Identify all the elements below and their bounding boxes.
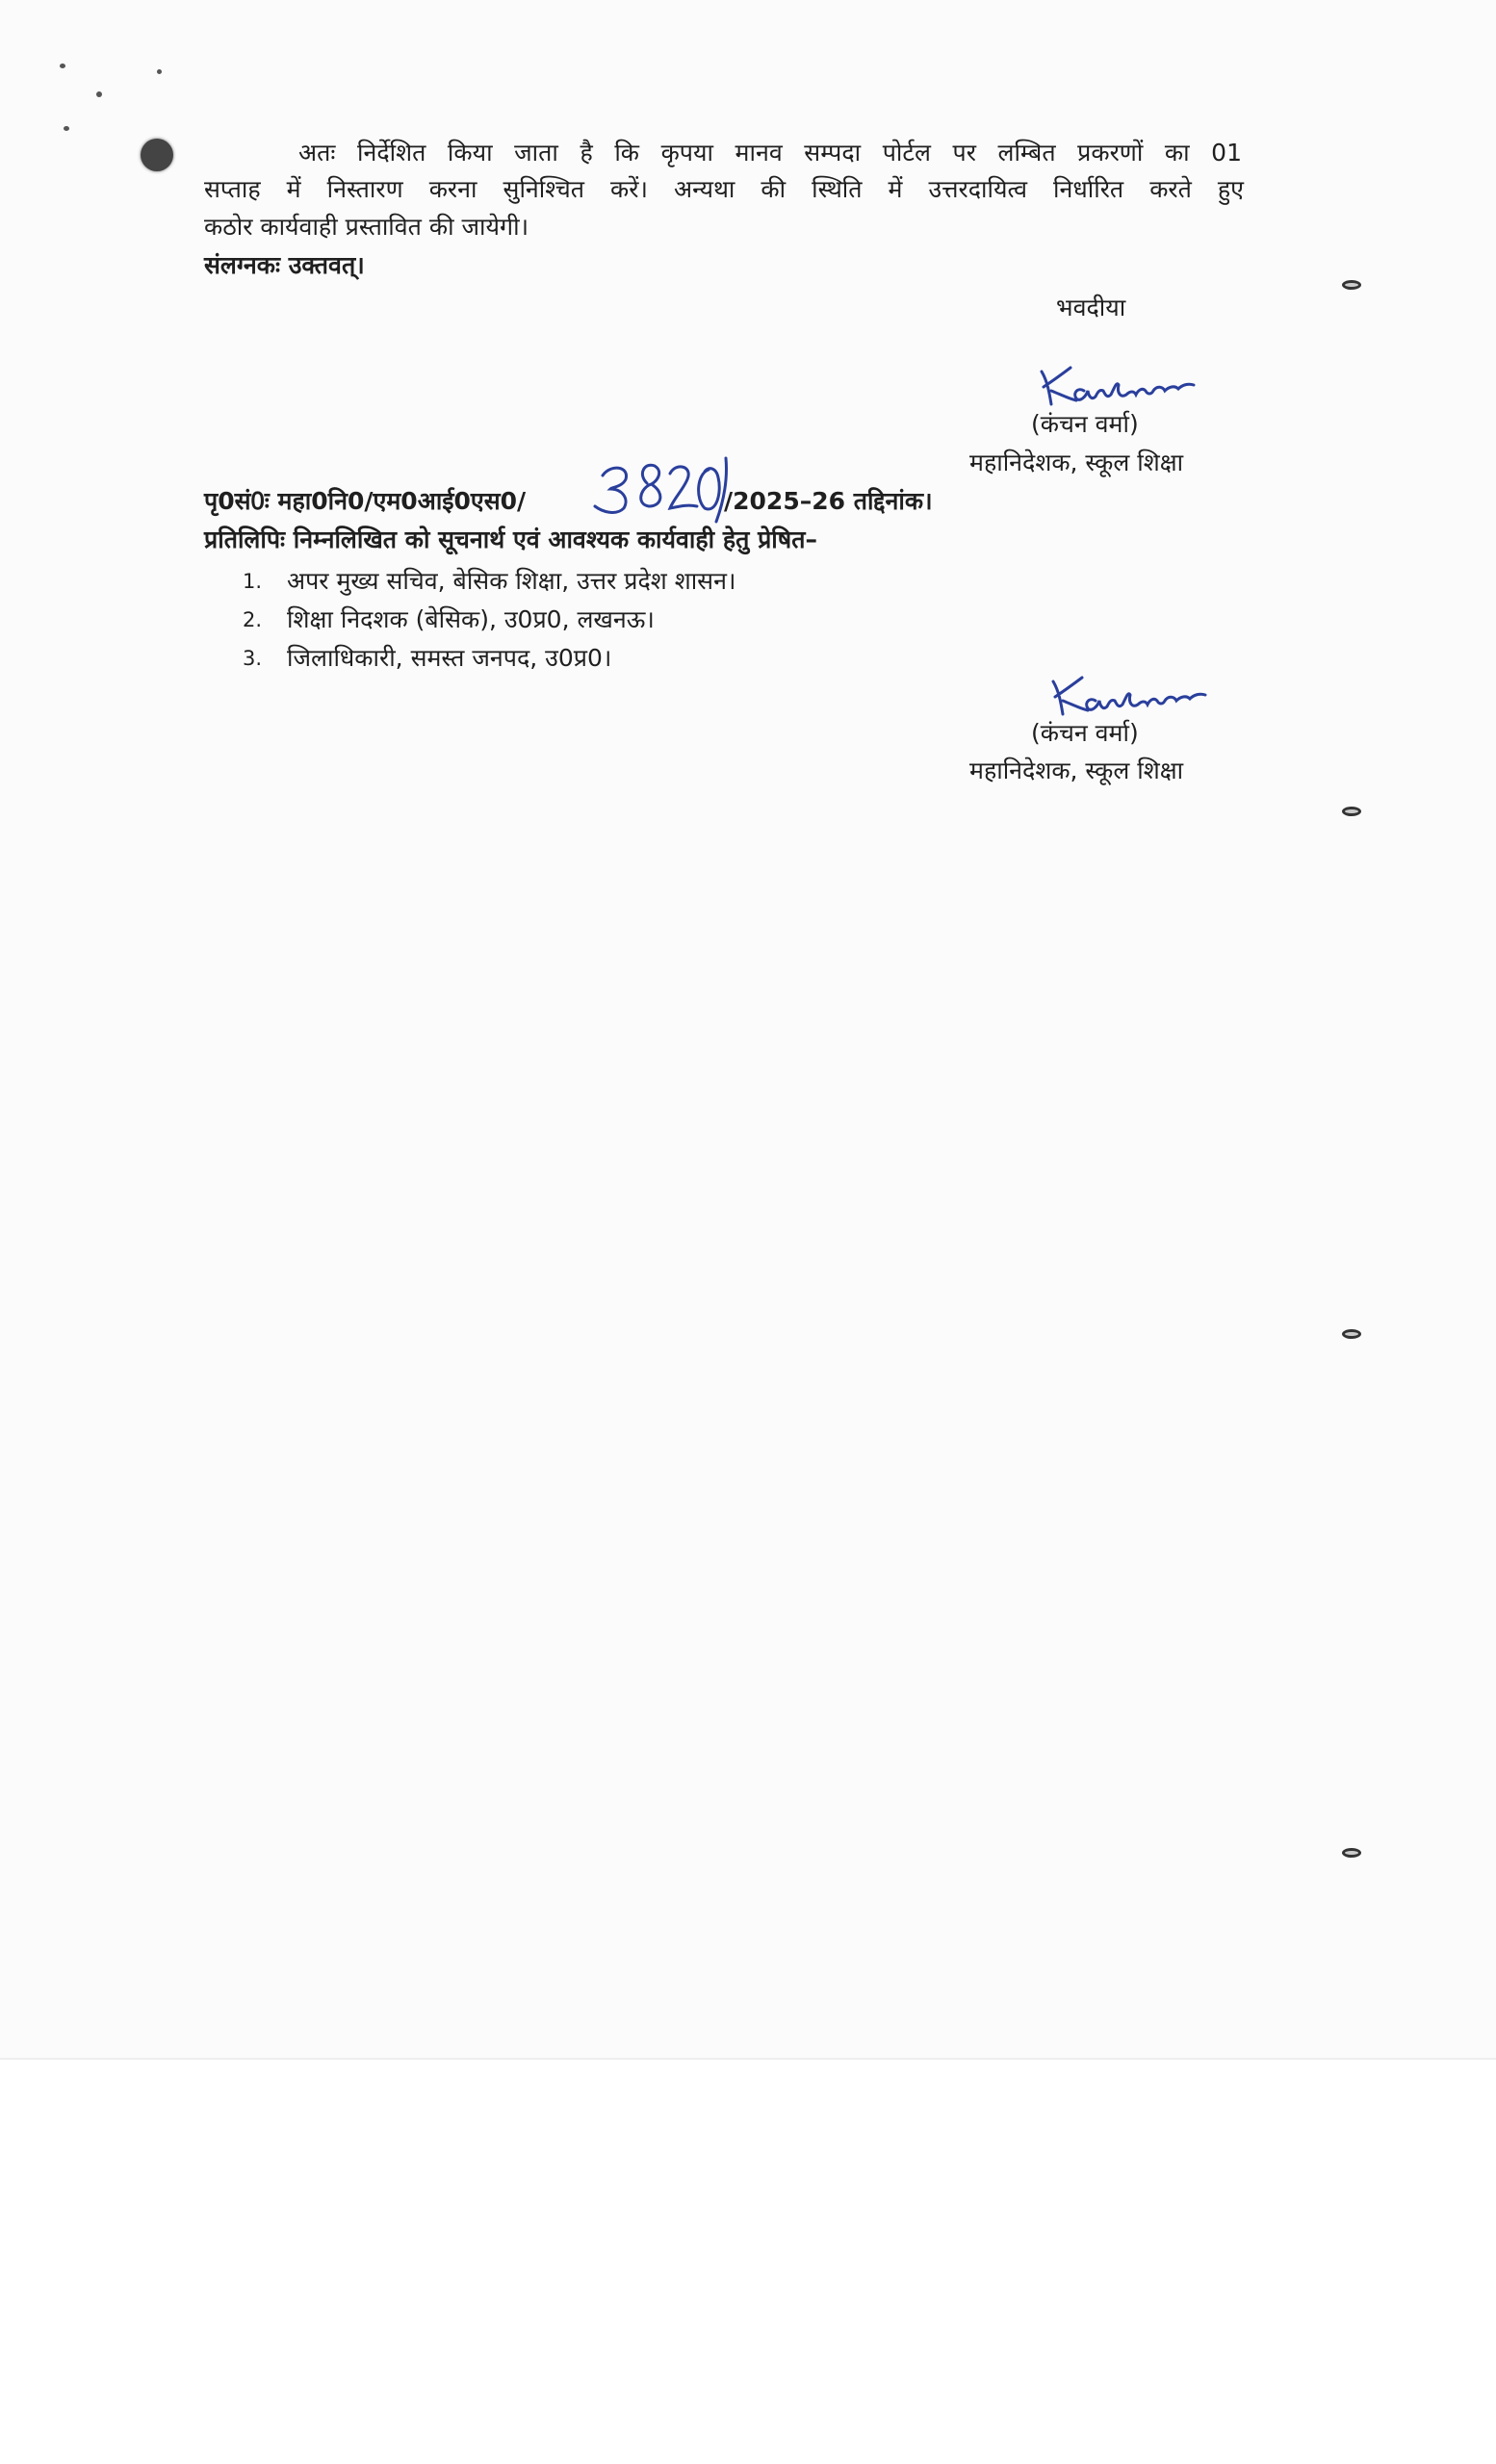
signatory-designation-2: महानिदेशक, स्कूल शिक्षा (969, 757, 1184, 784)
binder-clip-mark (1342, 280, 1361, 290)
binder-clip-mark (1342, 807, 1361, 816)
copy-heading: प्रतिलिपिः निम्नलिखित को सूचनार्थ एवं आवश्यक कार्यवाही हेतु प्रेषित– (204, 526, 817, 553)
handwritten-letter-number (589, 456, 732, 524)
paragraph-line-2: सप्ताह में निस्तारण करना सुनिश्चित करें। अन्यथा की स्थिति में उत्तरदायित्व निर्धारित करते हुए (204, 175, 1244, 203)
signatory-name-1: (कंचन वर्मा) (1031, 410, 1139, 438)
punch-hole (141, 139, 173, 171)
signatory-designation-1: महानिदेशक, स्कूल शिक्षा (969, 449, 1184, 476)
enclosure-note: संलग्नकः उक्तवत्। (204, 251, 365, 279)
paragraph-line-1: अतः निर्देशित किया जाता है कि कृपया मानव सम्पदा पोर्टल पर लम्बित प्रकरणों का 01 (298, 139, 1242, 167)
list-item-number: 1. (243, 570, 263, 593)
binder-clip-mark (1342, 1329, 1361, 1339)
reference-prefix: पृ0सं0ः महा0नि0/एम0आई0एस0/ (204, 487, 527, 515)
list-item-number: 2. (243, 608, 263, 631)
binder-clip-mark (1342, 1848, 1361, 1858)
list-item-text: शिक्षा निदशक (बेसिक), उ0प्र0, लखनऊ। (287, 605, 655, 633)
scan-speck (157, 69, 162, 74)
scan-speck (64, 126, 69, 131)
signatory-name-2: (कंचन वर्मा) (1031, 719, 1139, 747)
list-item-text: जिलाधिकारी, समस्त जनपद, उ0प्र0। (287, 644, 612, 672)
list-item-number: 3. (243, 647, 263, 670)
scan-speck (60, 64, 65, 68)
salutation: भवदीया (1056, 294, 1126, 321)
paragraph-line-3: कठोर कार्यवाही प्रस्तावित की जायेगी। (204, 213, 529, 241)
list-item-text: अपर मुख्य सचिव, बेसिक शिक्षा, उत्तर प्रदेश शासन। (287, 567, 736, 595)
scan-speck (96, 91, 102, 97)
reference-suffix: /2025–26 तद्दिनांक। (724, 487, 933, 515)
